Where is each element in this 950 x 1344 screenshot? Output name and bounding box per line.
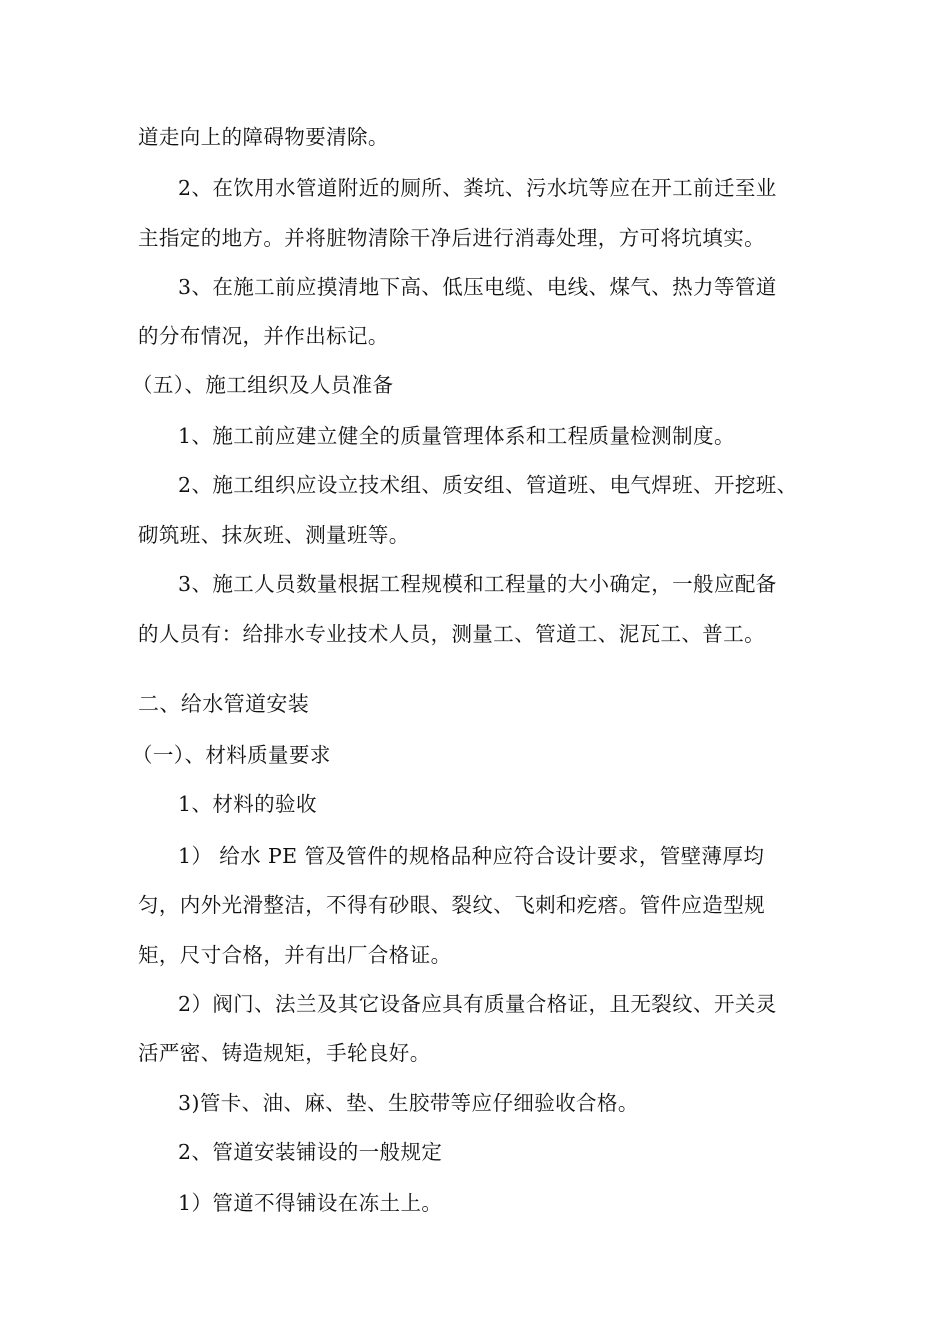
section-heading: （五）、施工组织及人员准备 [132, 373, 394, 397]
paragraph-line: 主指定的地方。并将脏物清除干净后进行消毒处理，方可将坑填实。 [138, 226, 765, 250]
chapter-heading: 二、给水管道安装 [138, 692, 310, 716]
paragraph-line: 的人员有：给排水专业技术人员，测量工、管道工、泥瓦工、普工。 [138, 622, 765, 646]
paragraph-line: 匀，内外光滑整洁，不得有砂眼、裂纹、飞刺和疙瘩。管件应造型规 [138, 893, 765, 917]
paragraph-line: 3)管卡、油、麻、垫、生胶带等应仔细验收合格。 [178, 1091, 639, 1115]
paragraph-line: 砌筑班、抹灰班、测量班等。 [138, 523, 410, 547]
subsection-heading: 1、材料的验收 [178, 792, 317, 816]
paragraph-line: 1）管道不得铺设在冻土上。 [178, 1191, 443, 1215]
paragraph-line: 的分布情况，并作出标记。 [138, 324, 389, 348]
paragraph-line: 1） 给水 PE 管及管件的规格品种应符合设计要求，管壁薄厚均 [178, 844, 765, 868]
paragraph-line: 2、在饮用水管道附近的厕所、粪坑、污水坑等应在开工前迁至业 [178, 176, 777, 200]
subsection-heading: 2、管道安装铺设的一般规定 [178, 1140, 443, 1164]
paragraph-line: 活严密、铸造规矩，手轮良好。 [138, 1041, 431, 1065]
section-heading: （一）、材料质量要求 [132, 743, 331, 767]
paragraph-line: 矩，尺寸合格，并有出厂合格证。 [138, 943, 452, 967]
paragraph-line: 2）阀门、法兰及其它设备应具有质量合格证，且无裂纹、开关灵 [178, 992, 777, 1016]
paragraph-line: 3、施工人员数量根据工程规模和工程量的大小确定，一般应配备 [178, 572, 777, 596]
paragraph-line: 1、施工前应建立健全的质量管理体系和工程质量检测制度。 [178, 424, 735, 448]
paragraph-line: 3、在施工前应摸清地下高、低压电缆、电线、煤气、热力等管道 [178, 275, 777, 299]
paragraph-line: 2、施工组织应设立技术组、质安组、管道班、电气焊班、开挖班、 [178, 473, 798, 497]
paragraph-line: 道走向上的障碍物要清除。 [138, 125, 389, 149]
